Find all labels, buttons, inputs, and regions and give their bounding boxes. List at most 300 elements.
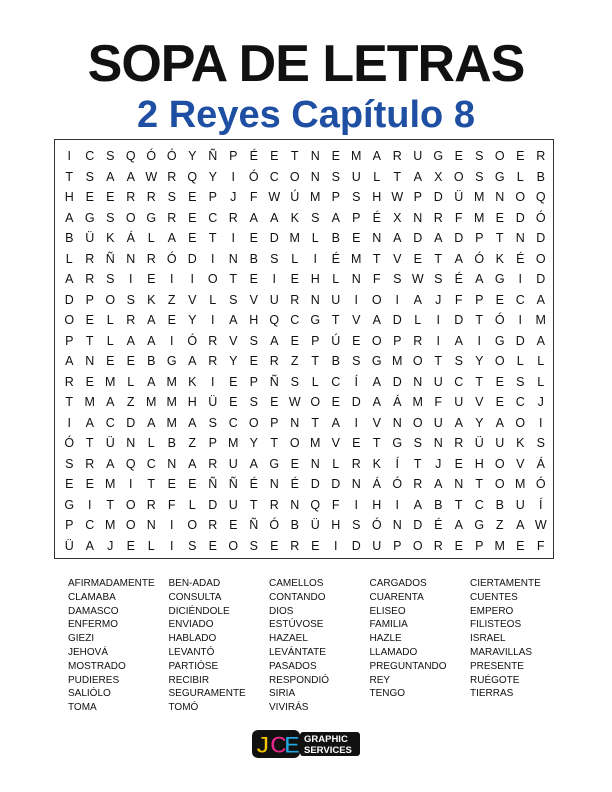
grid-letter: O xyxy=(412,538,423,553)
grid-letter: Ú xyxy=(331,333,341,348)
grid-letter: R xyxy=(351,456,361,471)
grid-letter: I xyxy=(170,518,174,532)
word-item: CONSULTA xyxy=(168,591,222,603)
grid-letter: L xyxy=(147,231,155,245)
grid-letter: R xyxy=(85,251,95,266)
grid-letter: N xyxy=(515,231,525,245)
grid-letter: A xyxy=(270,210,279,225)
grid-letter: S xyxy=(352,518,361,532)
word-item: CUENTES xyxy=(470,591,518,603)
grid-letter: A xyxy=(65,272,74,286)
grid-letter: Ó xyxy=(166,149,177,163)
grid-letter: J xyxy=(230,190,237,204)
grid-letter: G xyxy=(269,456,280,471)
grid-letter: R xyxy=(146,497,156,512)
grid-letter: Ó xyxy=(474,251,485,266)
grid-letter: O xyxy=(515,415,526,430)
grid-letter: E xyxy=(454,456,463,471)
grid-letter: C xyxy=(105,415,115,430)
grid-letter: I xyxy=(518,313,522,327)
grid-letter: E xyxy=(147,272,156,286)
word-item: RESPONDIÓ xyxy=(269,674,330,686)
grid-letter: U xyxy=(433,415,443,430)
grid-letter: L xyxy=(291,251,299,266)
grid-letter: S xyxy=(290,374,299,389)
grid-letter: A xyxy=(167,231,176,245)
word-item: DICIÉNDOLE xyxy=(168,605,230,617)
grid-letter: O xyxy=(310,395,321,409)
page-subtitle: 2 Reyes Capítulo 8 xyxy=(137,94,475,136)
grid-letter: N xyxy=(290,497,300,512)
word-item: JEHOVÁ xyxy=(68,646,109,658)
grid-letter: T xyxy=(65,395,74,409)
grid-letter: P xyxy=(65,333,74,348)
grid-row xyxy=(55,535,553,558)
grid-letter: A xyxy=(106,395,115,409)
grid-letter: O xyxy=(125,497,136,512)
word-column xyxy=(68,577,168,715)
word-item: CIERTAMENTE xyxy=(470,578,541,589)
grid-letter: P xyxy=(229,149,238,163)
grid-letter: D xyxy=(187,251,197,266)
grid-letter: A xyxy=(536,292,545,307)
grid-letter: Ñ xyxy=(208,477,218,491)
grid-letter: Z xyxy=(290,354,299,368)
grid-letter: A xyxy=(85,415,94,430)
grid-letter: N xyxy=(413,374,423,389)
grid-letter: T xyxy=(475,374,484,389)
grid-letter: Q xyxy=(125,456,136,471)
grid-letter: D xyxy=(310,477,320,491)
grid-letter: N xyxy=(310,149,320,163)
grid-letter: O xyxy=(494,456,505,471)
grid-letter: I xyxy=(395,497,399,512)
grid-letter: O xyxy=(105,292,116,307)
grid-letter: E xyxy=(331,149,340,163)
grid-letter: Á xyxy=(536,456,545,471)
grid-letter: G xyxy=(392,436,403,450)
grid-letter: M xyxy=(146,395,157,409)
grid-letter: I xyxy=(190,272,194,286)
grid-letter: K xyxy=(106,231,115,245)
grid-letter: N xyxy=(433,436,443,450)
grid-letter: É xyxy=(454,272,463,286)
grid-letter: U xyxy=(351,169,361,184)
grid-letter: T xyxy=(270,436,279,450)
grid-letter: E xyxy=(270,538,279,553)
grid-letter: A xyxy=(393,231,402,245)
grid-letter: A xyxy=(188,415,197,430)
grid-letter: Z xyxy=(167,292,176,307)
grid-letter: D xyxy=(454,313,464,327)
grid-letter: S xyxy=(475,149,484,163)
word-item: TOMÓ xyxy=(168,702,199,714)
grid-letter: Ü xyxy=(454,190,464,204)
grid-letter: T xyxy=(65,169,74,184)
grid-letter: U xyxy=(454,395,464,409)
grid-letter: S xyxy=(126,292,135,307)
grid-letter: E xyxy=(126,354,135,368)
grid-letter: D xyxy=(351,395,361,409)
word-item: CARGADOS xyxy=(369,578,427,589)
grid-letter: S xyxy=(249,333,258,348)
svg-text:E: E xyxy=(284,732,301,759)
grid-letter: Ü xyxy=(310,518,320,532)
grid-letter: M xyxy=(515,477,526,491)
grid-letter: Ó xyxy=(146,149,157,163)
grid-letter: I xyxy=(170,272,174,286)
grid-letter: I xyxy=(211,251,215,266)
grid-letter: A xyxy=(229,313,238,327)
grid-letter: B xyxy=(65,231,74,245)
grid-letter: T xyxy=(208,231,217,245)
grid-letter: O xyxy=(535,251,546,266)
grid-letter: R xyxy=(167,210,177,225)
grid-letter: L xyxy=(147,538,155,553)
grid-letter: G xyxy=(371,354,382,368)
grid-letter: B xyxy=(331,231,340,245)
grid-letter: I xyxy=(436,313,440,327)
grid-letter: A xyxy=(372,395,381,409)
grid-letter: V xyxy=(188,292,197,307)
grid-letter: T xyxy=(413,456,422,471)
grid-letter: I xyxy=(354,292,358,307)
grid-letter: B xyxy=(147,354,156,368)
grid-letter: E xyxy=(188,477,197,491)
grid-letter: S xyxy=(85,169,94,184)
grid-letter: S xyxy=(249,395,258,409)
grid-letter: Ü xyxy=(105,436,115,450)
grid-letter: S xyxy=(413,436,422,450)
grid-letter: B xyxy=(290,518,299,532)
grid-letter: M xyxy=(84,395,95,409)
grid-letter: E xyxy=(85,313,94,327)
grid-letter: V xyxy=(331,436,340,450)
grid-letter: Ó xyxy=(64,436,75,450)
grid-letter: K xyxy=(188,374,197,389)
grid-letter: F xyxy=(454,292,463,307)
grid-letter: D xyxy=(454,231,464,245)
grid-letter: O xyxy=(125,518,136,532)
grid-letter: P xyxy=(65,518,74,532)
word-item: ENFERMO xyxy=(68,619,118,631)
grid-letter: E xyxy=(65,477,74,491)
grid-letter: N xyxy=(372,231,382,245)
grid-letter: Q xyxy=(535,190,546,204)
grid-letter: Ó xyxy=(371,518,382,532)
word-item: HAZAEL xyxy=(269,633,308,645)
grid-letter: E xyxy=(495,374,504,389)
grid-letter: D xyxy=(392,374,402,389)
grid-letter: U xyxy=(433,374,443,389)
grid-letter: S xyxy=(65,456,74,471)
grid-letter: D xyxy=(269,231,279,245)
grid-letter: P xyxy=(85,292,94,307)
word-item: MOSTRADO xyxy=(68,660,126,672)
grid-letter: P xyxy=(475,292,484,307)
grid-letter: M xyxy=(535,313,546,327)
word-item: FILISTEOS xyxy=(470,619,522,631)
grid-letter: Y xyxy=(229,354,238,368)
grid-letter: O xyxy=(412,415,423,430)
grid-letter: N xyxy=(351,272,361,286)
grid-letter: M xyxy=(351,251,362,266)
grid-letter: A xyxy=(270,333,279,348)
grid-letter: S xyxy=(536,436,545,450)
publisher-logo xyxy=(250,728,362,760)
grid-letter: X xyxy=(434,169,443,184)
grid-letter: T xyxy=(393,169,402,184)
grid-letter: E xyxy=(290,333,299,348)
grid-letter: V xyxy=(229,333,238,348)
grid-letter: É xyxy=(249,149,258,163)
grid-letter: A xyxy=(331,210,340,225)
grid-letter: L xyxy=(65,251,73,266)
word-item: PREGUNTANDO xyxy=(369,660,447,672)
grid-letter: A xyxy=(434,231,443,245)
grid-letter: É xyxy=(372,210,381,225)
grid-letter: T xyxy=(249,497,258,512)
word-item: SEGURAMENTE xyxy=(168,688,246,700)
grid-letter: P xyxy=(413,190,422,204)
grid-letter: P xyxy=(331,190,340,204)
grid-letter: Z xyxy=(495,518,504,532)
grid-letter: N xyxy=(290,415,300,430)
grid-letter: A xyxy=(475,272,484,286)
word-item: PASADOS xyxy=(269,660,317,672)
grid-letter: F xyxy=(331,497,340,512)
word-item: LLAMADO xyxy=(369,646,418,658)
word-item: CAMELLOS xyxy=(269,578,324,589)
grid-letter: O xyxy=(371,333,382,348)
grid-letter: B xyxy=(331,354,340,368)
grid-letter: É xyxy=(290,477,299,491)
grid-letter: W xyxy=(534,518,547,532)
grid-letter: A xyxy=(372,313,381,327)
grid-letter: É xyxy=(331,251,340,266)
grid-letter: E xyxy=(495,292,504,307)
grid-letter: S xyxy=(188,538,197,553)
grid-letter: E xyxy=(413,251,422,266)
grid-letter: M xyxy=(474,190,485,204)
grid-letter: E xyxy=(352,436,361,450)
grid-letter: L xyxy=(516,169,524,184)
grid-letter: S xyxy=(352,190,361,204)
grid-letter: E xyxy=(85,374,94,389)
grid-letter: N xyxy=(228,251,238,266)
grid-letter: E xyxy=(229,518,238,532)
grid-letter: D xyxy=(351,538,361,553)
grid-letter: Y xyxy=(188,149,197,163)
grid-letter: I xyxy=(170,538,174,553)
grid-letter: M xyxy=(105,518,116,532)
grid-letter: M xyxy=(310,190,321,204)
grid-letter: S xyxy=(475,169,484,184)
grid-letter: U xyxy=(331,292,341,307)
grid-letter: Á xyxy=(393,395,402,409)
logo-line-1: GRAPHIC xyxy=(304,734,348,745)
grid-letter: W xyxy=(145,169,158,184)
grid-letter: N xyxy=(126,436,136,450)
grid-letter: A xyxy=(249,210,258,225)
word-item: CONTANDO xyxy=(269,591,326,603)
grid-letter: M xyxy=(166,395,177,409)
grid-letter: B xyxy=(536,169,545,184)
grid-letter: Ñ xyxy=(249,518,259,532)
grid-letter: T xyxy=(311,415,320,430)
grid-letter: N xyxy=(167,456,177,471)
word-item: LEVÁNTATE xyxy=(269,646,326,658)
grid-letter: Ü xyxy=(474,436,484,450)
grid-letter: H xyxy=(331,518,341,532)
grid-letter: D xyxy=(413,518,423,532)
grid-letter: E xyxy=(249,354,258,368)
grid-letter: E xyxy=(167,313,176,327)
grid-letter: H xyxy=(187,395,197,409)
grid-letter: E xyxy=(229,374,238,389)
grid-letter: J xyxy=(435,456,442,471)
word-item: FAMILIA xyxy=(369,619,408,631)
word-item: DAMASCO xyxy=(68,605,119,617)
grid-letter: C xyxy=(208,210,218,225)
grid-letter: R xyxy=(208,333,218,348)
grid-letter: Ó xyxy=(187,333,198,348)
svg-text:J: J xyxy=(256,732,270,759)
grid-letter: T xyxy=(290,149,299,163)
grid-letter: S xyxy=(106,210,115,225)
grid-letter: P xyxy=(475,231,484,245)
grid-letter: G xyxy=(146,210,157,225)
grid-letter: E xyxy=(352,333,361,348)
grid-letter: A xyxy=(454,251,463,266)
grid-letter: A xyxy=(106,169,115,184)
grid-letter: R xyxy=(413,333,423,348)
grid-letter: E xyxy=(454,149,463,163)
grid-letter: N xyxy=(310,292,320,307)
grid-letter: U xyxy=(372,538,382,553)
grid-letter: R xyxy=(208,456,218,471)
grid-letter: Í xyxy=(539,497,543,512)
grid-letter: E xyxy=(188,231,197,245)
grid-letter: É xyxy=(434,518,443,532)
grid-letter: L xyxy=(537,374,545,389)
grid-letter: A xyxy=(85,538,94,553)
grid-letter: P xyxy=(393,538,402,553)
grid-letter: W xyxy=(288,395,301,409)
grid-letter: T xyxy=(85,436,94,450)
grid-letter: F xyxy=(249,190,258,204)
grid-letter: A xyxy=(413,292,422,307)
grid-letter: C xyxy=(474,497,484,512)
grid-letter: E xyxy=(516,149,525,163)
grid-letter: G xyxy=(474,518,485,532)
grid-letter: A xyxy=(516,518,525,532)
grid-letter: R xyxy=(167,169,177,184)
grid-letter: A xyxy=(249,456,258,471)
grid-letter: M xyxy=(289,231,300,245)
grid-letter: E xyxy=(331,395,340,409)
grid-letter: I xyxy=(272,272,276,286)
grid-letter: I xyxy=(334,538,338,553)
word-item: TOMA xyxy=(68,702,97,714)
grid-letter: E xyxy=(249,231,258,245)
grid-letter: E xyxy=(208,538,217,553)
svg-text:C: C xyxy=(270,732,288,759)
grid-letter: A xyxy=(147,313,156,327)
grid-letter: Y xyxy=(475,354,484,368)
grid-letter: R xyxy=(126,313,136,327)
grid-letter: G xyxy=(84,210,95,225)
grid-letter: V xyxy=(516,456,525,471)
grid-letter: É xyxy=(249,477,258,491)
grid-letter: R xyxy=(536,149,546,163)
grid-letter: T xyxy=(229,272,238,286)
grid-letter: G xyxy=(494,333,505,348)
grid-letter: E xyxy=(352,231,361,245)
grid-letter: A xyxy=(147,415,156,430)
grid-letter: S xyxy=(454,354,463,368)
word-item: CLAMABA xyxy=(68,591,116,603)
word-column xyxy=(269,577,369,715)
grid-letter: I xyxy=(170,333,174,348)
grid-letter: N xyxy=(495,190,505,204)
grid-letter: R xyxy=(146,190,156,204)
grid-letter: L xyxy=(127,374,135,389)
grid-letter: E xyxy=(270,395,279,409)
grid-letter: K xyxy=(495,251,504,266)
grid-letter: Á xyxy=(372,477,381,491)
grid-letter: F xyxy=(372,272,381,286)
grid-letter: S xyxy=(516,374,525,389)
grid-letter: W xyxy=(268,190,281,204)
grid-letter: A xyxy=(188,456,197,471)
grid-letter: L xyxy=(311,374,319,389)
grid-letter: C xyxy=(515,395,525,409)
grid-letter: A xyxy=(147,333,156,348)
grid-letter: T xyxy=(475,477,484,491)
grid-letter: S xyxy=(208,415,217,430)
grid-letter: E xyxy=(270,149,279,163)
word-item: PARTIÓSE xyxy=(168,660,219,672)
grid-letter: T xyxy=(454,497,463,512)
grid-letter: M xyxy=(166,374,177,389)
grid-letter: A xyxy=(495,415,504,430)
grid-letter: J xyxy=(435,292,442,307)
grid-letter: Ó xyxy=(535,210,546,225)
grid-letter: R xyxy=(208,518,218,532)
grid-letter: M xyxy=(494,538,505,553)
grid-letter: O xyxy=(289,169,300,184)
word-item: HAZLE xyxy=(369,633,402,645)
grid-letter: L xyxy=(188,497,196,512)
grid-letter: V xyxy=(372,415,381,430)
word-item: REY xyxy=(369,674,391,686)
word-item: DIOS xyxy=(269,605,294,617)
logo-mark xyxy=(252,730,300,759)
grid-letter: D xyxy=(64,292,74,307)
grid-letter: A xyxy=(413,169,422,184)
grid-letter: U xyxy=(495,436,505,450)
grid-letter: A xyxy=(434,477,443,491)
grid-letter: G xyxy=(433,149,444,163)
grid-letter: A xyxy=(147,374,156,389)
grid-letter: I xyxy=(129,477,133,491)
grid-letter: D xyxy=(331,477,341,491)
grid-letter: E xyxy=(229,395,238,409)
grid-letter: S xyxy=(270,251,279,266)
grid-letter: N xyxy=(269,477,279,491)
grid-letter: L xyxy=(373,169,381,184)
